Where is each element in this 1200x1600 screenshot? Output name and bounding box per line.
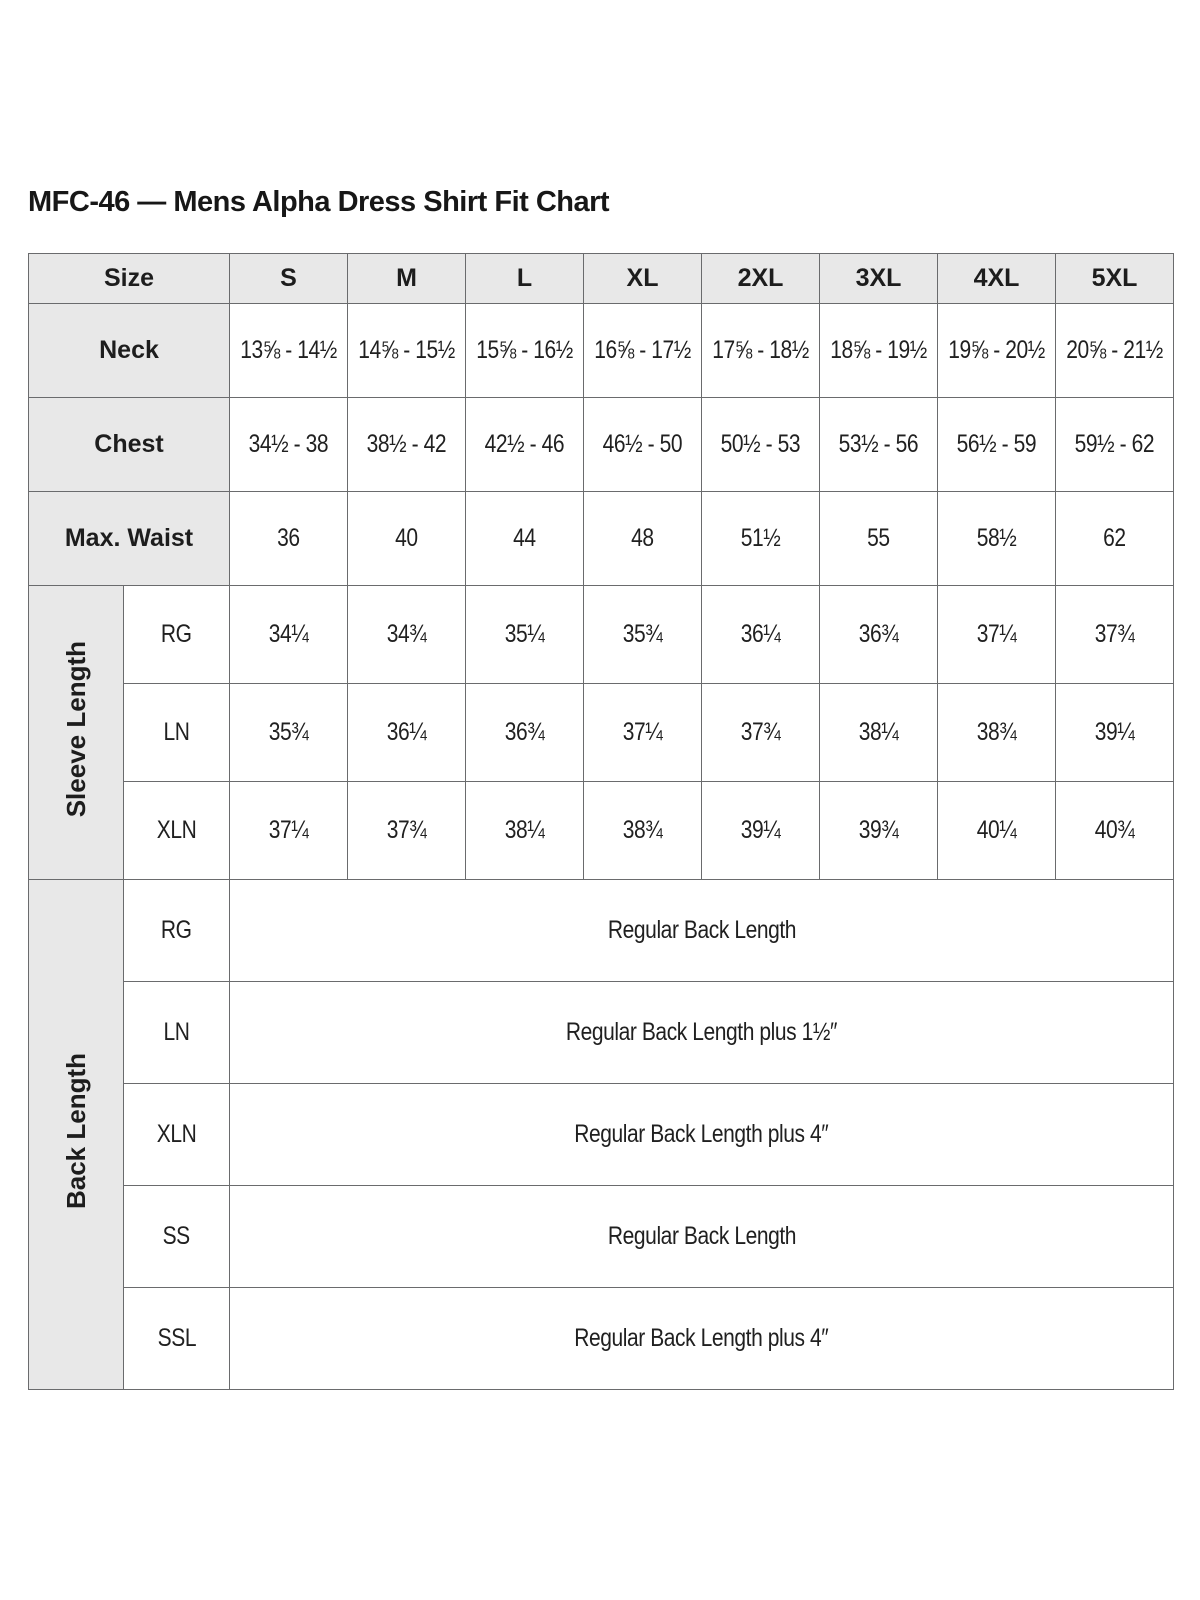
back-ssl-row: [29, 1288, 1174, 1390]
sleeve-length-rotated-label: Sleeve Length: [60, 640, 91, 818]
size-header-cell: Size: [29, 254, 230, 304]
back-ssl-value: Regular Back Length plus 4″: [230, 1288, 1174, 1390]
fit-chart-table: [28, 253, 1174, 1390]
sleeve-xln-value: 39¾: [820, 782, 938, 880]
sleeve-rg-row: [29, 586, 1174, 684]
col-header-xl: XL: [584, 254, 702, 304]
page-title: MFC-46 — Mens Alpha Dress Shirt Fit Chart: [28, 186, 610, 218]
sleeve-xln-value: 40¼: [938, 782, 1056, 880]
sleeve-xln-value: 38¼: [466, 782, 584, 880]
sleeve-xln-label: XLN: [124, 782, 230, 880]
sleeve-xln-value: 37¼: [230, 782, 348, 880]
max-waist-row: [29, 492, 1174, 586]
neck-value: 20⅝ - 21½: [1056, 304, 1174, 398]
sleeve-ln-value: 39¼: [1056, 684, 1174, 782]
back-ssl-label: SSL: [124, 1288, 230, 1390]
back-ln-row: [29, 982, 1174, 1084]
sleeve-rg-value: 35¾: [584, 586, 702, 684]
sleeve-ln-label: LN: [124, 684, 230, 782]
neck-value: 18⅝ - 19½: [820, 304, 938, 398]
sleeve-ln-value: 37¼: [584, 684, 702, 782]
chest-value: 53½ - 56: [820, 398, 938, 492]
sleeve-rg-label: RG: [124, 586, 230, 684]
back-length-section-label: [29, 880, 124, 1390]
header-row: [29, 254, 1174, 304]
col-header-5xl: 5XL: [1056, 254, 1174, 304]
neck-row: [29, 304, 1174, 398]
neck-value: 14⅝ - 15½: [348, 304, 466, 398]
neck-value: 17⅝ - 18½: [702, 304, 820, 398]
col-header-3xl: 3XL: [820, 254, 938, 304]
back-length-rotated-label: Back Length: [60, 1052, 91, 1210]
sleeve-xln-value: 40¾: [1056, 782, 1174, 880]
sleeve-rg-value: 36¾: [820, 586, 938, 684]
chest-value: 34½ - 38: [230, 398, 348, 492]
sleeve-rg-value: 34¾: [348, 586, 466, 684]
max-waist-value: 48: [584, 492, 702, 586]
sleeve-rg-value: 37¾: [1056, 586, 1174, 684]
back-xln-label: XLN: [124, 1084, 230, 1186]
neck-value: 15⅝ - 16½: [466, 304, 584, 398]
chest-value: 46½ - 50: [584, 398, 702, 492]
col-header-s: S: [230, 254, 348, 304]
col-header-l: L: [466, 254, 584, 304]
col-header-m: M: [348, 254, 466, 304]
back-rg-value: Regular Back Length: [230, 880, 1174, 982]
sleeve-ln-value: 36¾: [466, 684, 584, 782]
back-ss-row: [29, 1186, 1174, 1288]
max-waist-value: 51½: [702, 492, 820, 586]
max-waist-value: 36: [230, 492, 348, 586]
sleeve-xln-value: 38¾: [584, 782, 702, 880]
col-header-4xl: 4XL: [938, 254, 1056, 304]
max-waist-value: 40: [348, 492, 466, 586]
back-rg-label: RG: [124, 880, 230, 982]
max-waist-label: Max. Waist: [29, 492, 230, 586]
sleeve-ln-value: 38¼: [820, 684, 938, 782]
neck-value: 16⅝ - 17½: [584, 304, 702, 398]
chest-label: Chest: [29, 398, 230, 492]
max-waist-value: 55: [820, 492, 938, 586]
back-ln-label: LN: [124, 982, 230, 1084]
chest-value: 56½ - 59: [938, 398, 1056, 492]
sleeve-xln-row: [29, 782, 1174, 880]
chest-value: 38½ - 42: [348, 398, 466, 492]
back-ss-label: SS: [124, 1186, 230, 1288]
col-header-2xl: 2XL: [702, 254, 820, 304]
sleeve-rg-value: 35¼: [466, 586, 584, 684]
sleeve-rg-value: 34¼: [230, 586, 348, 684]
back-ln-value: Regular Back Length plus 1½″: [230, 982, 1174, 1084]
chest-value: 50½ - 53: [702, 398, 820, 492]
sleeve-rg-value: 36¼: [702, 586, 820, 684]
sleeve-xln-value: 37¾: [348, 782, 466, 880]
back-ss-value: Regular Back Length: [230, 1186, 1174, 1288]
neck-label: Neck: [29, 304, 230, 398]
chest-value: 42½ - 46: [466, 398, 584, 492]
sleeve-ln-row: [29, 684, 1174, 782]
max-waist-value: 58½: [938, 492, 1056, 586]
chest-value: 59½ - 62: [1056, 398, 1174, 492]
chest-row: [29, 398, 1174, 492]
back-xln-value: Regular Back Length plus 4″: [230, 1084, 1174, 1186]
back-xln-row: [29, 1084, 1174, 1186]
max-waist-value: 62: [1056, 492, 1174, 586]
sleeve-length-section-label: [29, 586, 124, 880]
sleeve-ln-value: 37¾: [702, 684, 820, 782]
sleeve-rg-value: 37¼: [938, 586, 1056, 684]
sleeve-ln-value: 38¾: [938, 684, 1056, 782]
max-waist-value: 44: [466, 492, 584, 586]
back-rg-row: [29, 880, 1174, 982]
neck-value: 13⅝ - 14½: [230, 304, 348, 398]
sleeve-xln-value: 39¼: [702, 782, 820, 880]
sleeve-ln-value: 36¼: [348, 684, 466, 782]
neck-value: 19⅝ - 20½: [938, 304, 1056, 398]
sleeve-ln-value: 35¾: [230, 684, 348, 782]
